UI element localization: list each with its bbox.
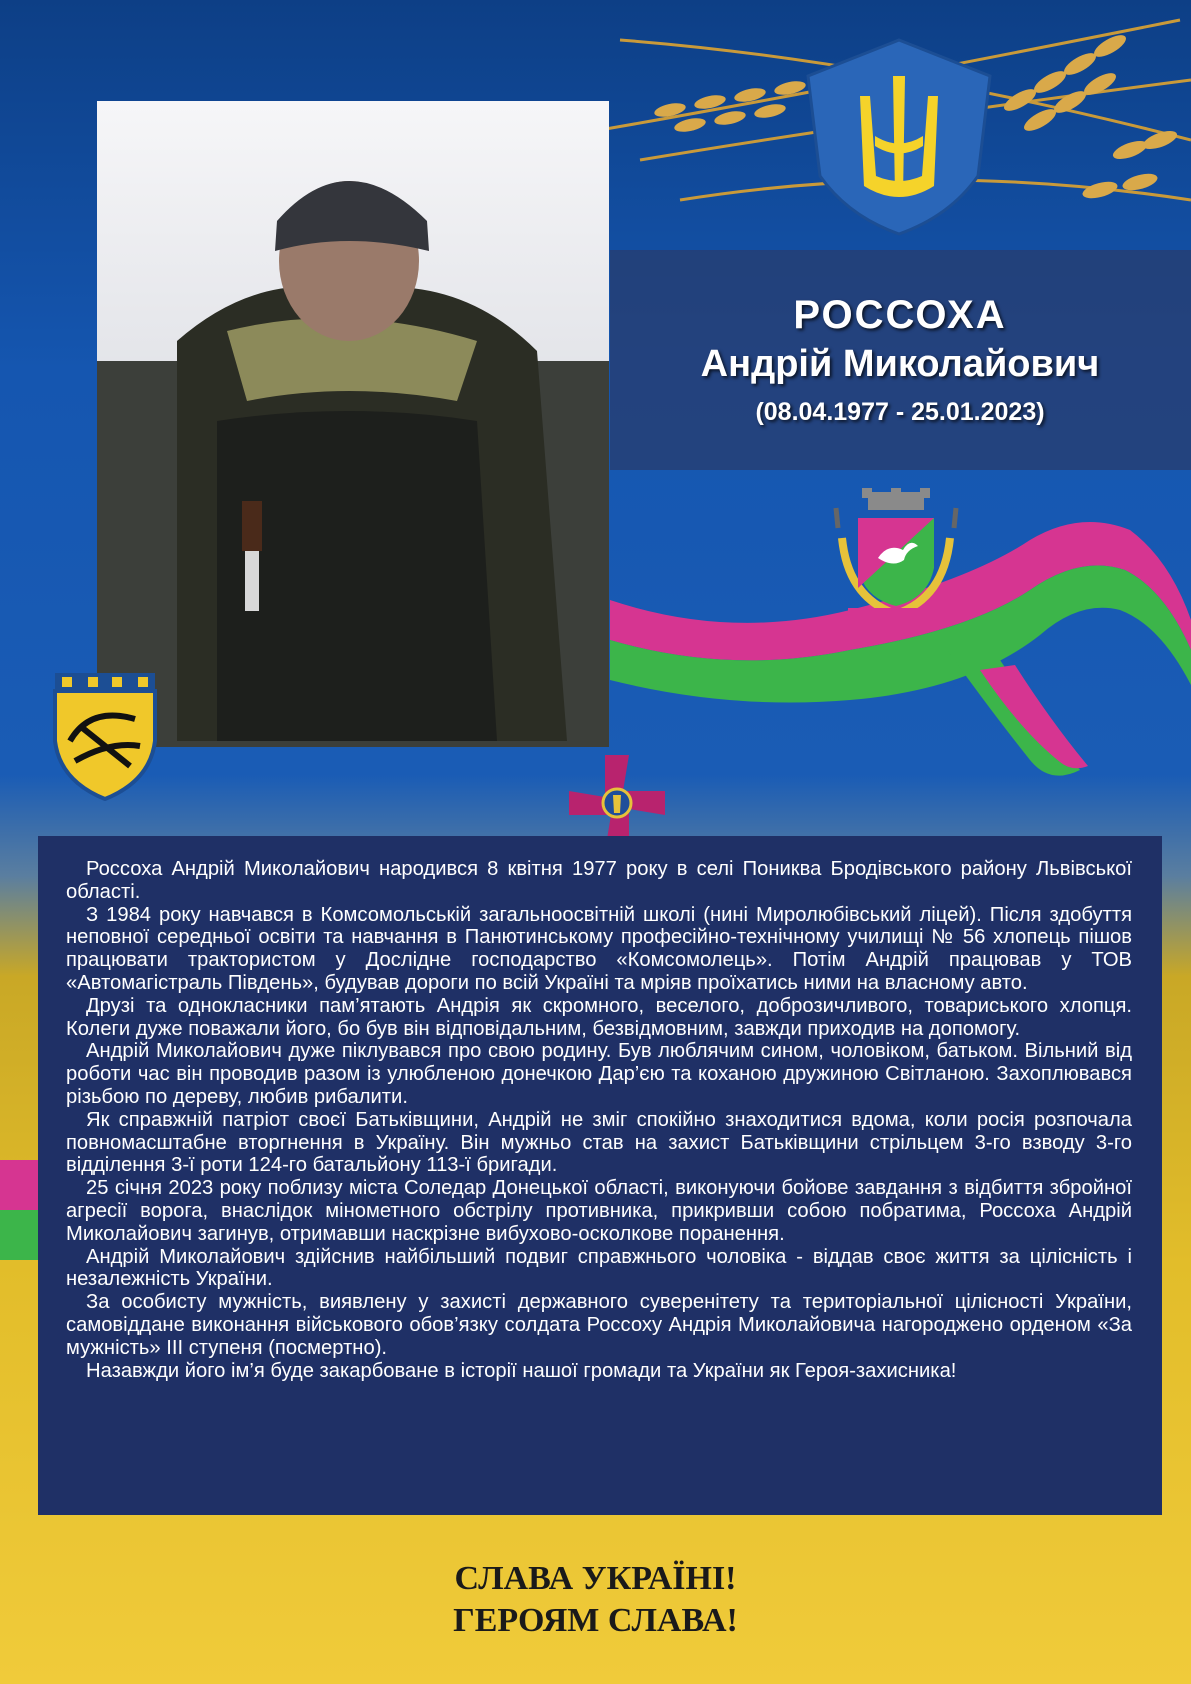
- coat-of-arms-icon: [828, 488, 964, 624]
- person-surname: РОССОХА: [793, 293, 1007, 337]
- bio-paragraph: За особисту мужність, виявлену у захисті державного суверенітету та територіальної цілісності України, самовіддане виконання військового обов’язку солдата Россоху Андрія Миколайовича нагороджено орденом «За мужність» III ступеня (посмертно).: [66, 1291, 1132, 1359]
- bio-paragraph: 25 січня 2023 року поблизу міста Соледар Донецької області, виконуючи бойове завдання з відбиття збройної агресії ворога, внаслідок мінометного обстрілу противника, прикривши собою побратима, Россоха Андрій Миколайович загинув, отримавши наскрізне вибухово-осколкове поранення.: [66, 1177, 1132, 1245]
- brigade-emblem-icon: [50, 671, 160, 801]
- bio-paragraph: Андрій Миколайович здійснив найбільший подвиг справжнього чоловіка - віддав своє життя за цілісність і незалежність України.: [66, 1245, 1132, 1291]
- bio-paragraph: Друзі та однокласники пам’ятають Андрія як скромного, веселого, доброзичливого, товариського хлопця. Колеги дуже поважали його, бо був він відповідальним, безвідмовним, завжди приходив на допомогу.: [66, 994, 1132, 1040]
- bio-paragraph: Андрій Миколайович дуже піклувався про свою родину. Був люблячим сином, чоловіком, батьком. Вільний від роботи час він проводив разом із улюбленою донечкою Дар’єю та коханою дружиною Світланою. Захоплювався різьбою по дереву, любив рибалити.: [66, 1040, 1132, 1108]
- bio-paragraph: З 1984 року навчався в Комсомольській загальноосвітній школі (нині Миролюбівський ліцей). Після здобуття неповної середньої освіти та навчання в Панютинському професійно-технічному училищі № 56 хлопець пішов працювати трактористом у Дослідне господарство «Комсомолець». Потім Андрій працював у ТОВ «Автомагістраль Південь», будував дороги по всій Україні та мріяв проїхатись ними на власному авто.: [66, 903, 1132, 994]
- bio-paragraph: Россоха Андрій Миколайович народився 8 квітня 1977 року в селі Пониква Бродівського району Львівської області.: [66, 858, 1132, 903]
- biography-panel: [38, 836, 1162, 1515]
- closing-line-2: ГЕРОЯМ СЛАВА!: [453, 1602, 738, 1639]
- portrait-photo: [97, 101, 609, 747]
- bio-paragraph: Як справжній патріот своєї Батьківщини, Андрій не зміг спокійно знаходитися вдома, коли росія розпочала повномасштабне вторгнення в Україну. Він мужньо став на захист Батьківщини стрільцем 3-го взводу 3-го відділення 3-ї роти 124-го батальйону 113-ї бригади.: [66, 1108, 1132, 1177]
- closing-line-1: СЛАВА УКРАЇНІ!: [454, 1560, 737, 1597]
- person-name: Андрій Миколайович: [700, 343, 1100, 385]
- life-dates: (08.04.1977 - 25.01.2023): [755, 398, 1045, 426]
- trident-icon: [800, 36, 998, 236]
- bio-paragraph: Назавжди його ім’я буде закарбоване в історії нашої громади та України як Героя-захисника!: [86, 1359, 957, 1382]
- ribbon-left-decoration: [0, 1160, 40, 1310]
